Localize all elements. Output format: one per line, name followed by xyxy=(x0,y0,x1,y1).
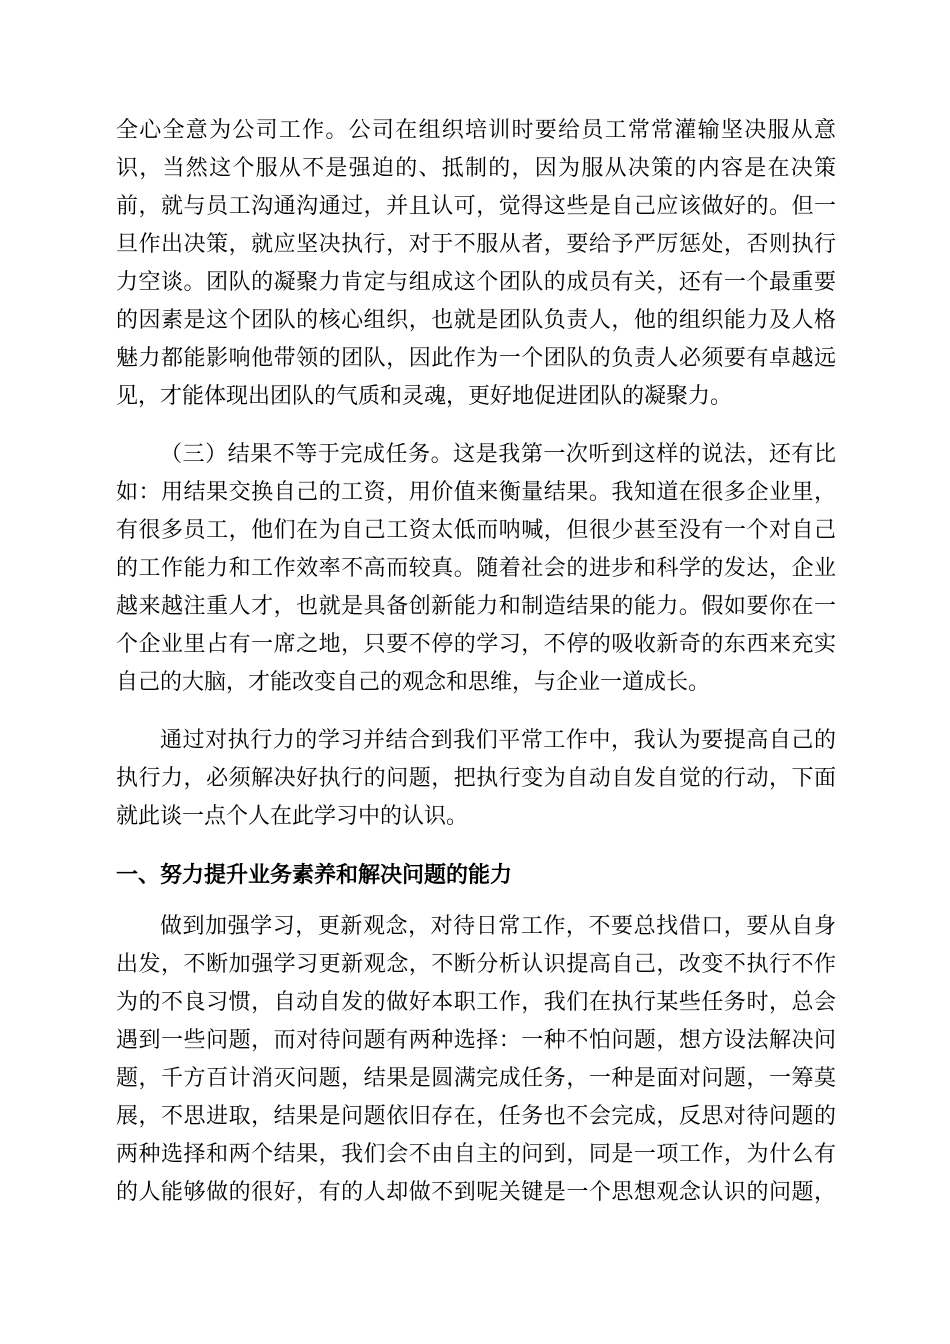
text-line: 展，不思进取，结果是问题依旧存在，任务也不会完成，反思对待问题的 xyxy=(116,1104,836,1129)
document-page xyxy=(116,112,836,1212)
text-line: 越来越注重人才，也就是具备创新能力和制造结果的能力。假如要你在一 xyxy=(116,594,836,619)
text-line: 识，当然这个服从不是强迫的、抵制的，因为服从决策的内容是在决策 xyxy=(116,156,836,181)
text-line: 执行力，必须解决好执行的问题，把执行变为自动自发自觉的行动，下面 xyxy=(116,766,836,791)
text-line: 做到加强学习，更新观念，对待日常工作，不要总找借口，要从自身 xyxy=(160,914,836,939)
paragraph-3 xyxy=(116,722,836,836)
text-line: 的工作能力和工作效率不高而较真。随着社会的进步和科学的发达，企业 xyxy=(116,556,836,581)
text-line: 见，才能体现出团队的气质和灵魂，更好地促进团队的凝聚力。 xyxy=(116,384,733,409)
text-line: 出发，不断加强学习更新观念，不断分析认识提高自己，改变不执行不作 xyxy=(116,952,836,977)
text-line: 通过对执行力的学习并结合到我们平常工作中，我认为要提高自己的 xyxy=(160,728,836,753)
section-heading: 一、努力提升业务素养和解决问题的能力 xyxy=(116,863,513,888)
text-line: （三）结果不等于完成任务。这是我第一次听到这样的说法，还有比 xyxy=(160,442,836,467)
text-line: 自己的大脑，才能改变自己的观念和思维，与企业一道成长。 xyxy=(116,670,711,695)
text-line: 前，就与员工沟通沟通过，并且认可，觉得这些是自己应该做好的。但一 xyxy=(116,194,836,219)
text-line: 题，千方百计消灭问题，结果是圆满完成任务，一种是面对问题，一筹莫 xyxy=(116,1066,836,1091)
text-line: 的人能够做的很好，有的人却做不到呢关键是一个思想观念认识的问题， xyxy=(116,1180,836,1205)
text-line: 的因素是这个团队的核心组织，也就是团队负责人，他的组织能力及人格 xyxy=(116,308,836,333)
paragraph-2 xyxy=(116,436,836,702)
text-line: 魅力都能影响他带领的团队，因此作为一个团队的负责人必须要有卓越远 xyxy=(116,346,836,371)
text-line: 如：用结果交换自己的工资，用价值来衡量结果。我知道在很多企业里， xyxy=(116,480,836,505)
text-line: 力空谈。团队的凝聚力肯定与组成这个团队的成员有关，还有一个最重要 xyxy=(116,270,836,295)
text-line: 个企业里占有一席之地，只要不停的学习，不停的吸收新奇的东西来充实 xyxy=(116,632,836,657)
text-line: 两种选择和两个结果，我们会不由自主的问到，同是一项工作，为什么有 xyxy=(116,1142,836,1167)
paragraph-4 xyxy=(116,908,836,1212)
text-line: 有很多员工，他们在为自己工资太低而呐喊，但很少甚至没有一个对自己 xyxy=(116,518,836,543)
text-line: 全心全意为公司工作。公司在组织培训时要给员工常常灌输坚决服从意 xyxy=(116,118,836,143)
text-line: 遇到一些问题，而对待问题有两种选择：一种不怕问题，想方设法解决问 xyxy=(116,1028,836,1053)
text-line: 为的不良习惯，自动自发的做好本职工作，我们在执行某些任务时，总会 xyxy=(116,990,836,1015)
paragraph-1 xyxy=(116,112,836,416)
text-line: 旦作出决策，就应坚决执行，对于不服从者，要给予严厉惩处，否则执行 xyxy=(116,232,836,257)
text-line: 就此谈一点个人在此学习中的认识。 xyxy=(116,804,469,829)
